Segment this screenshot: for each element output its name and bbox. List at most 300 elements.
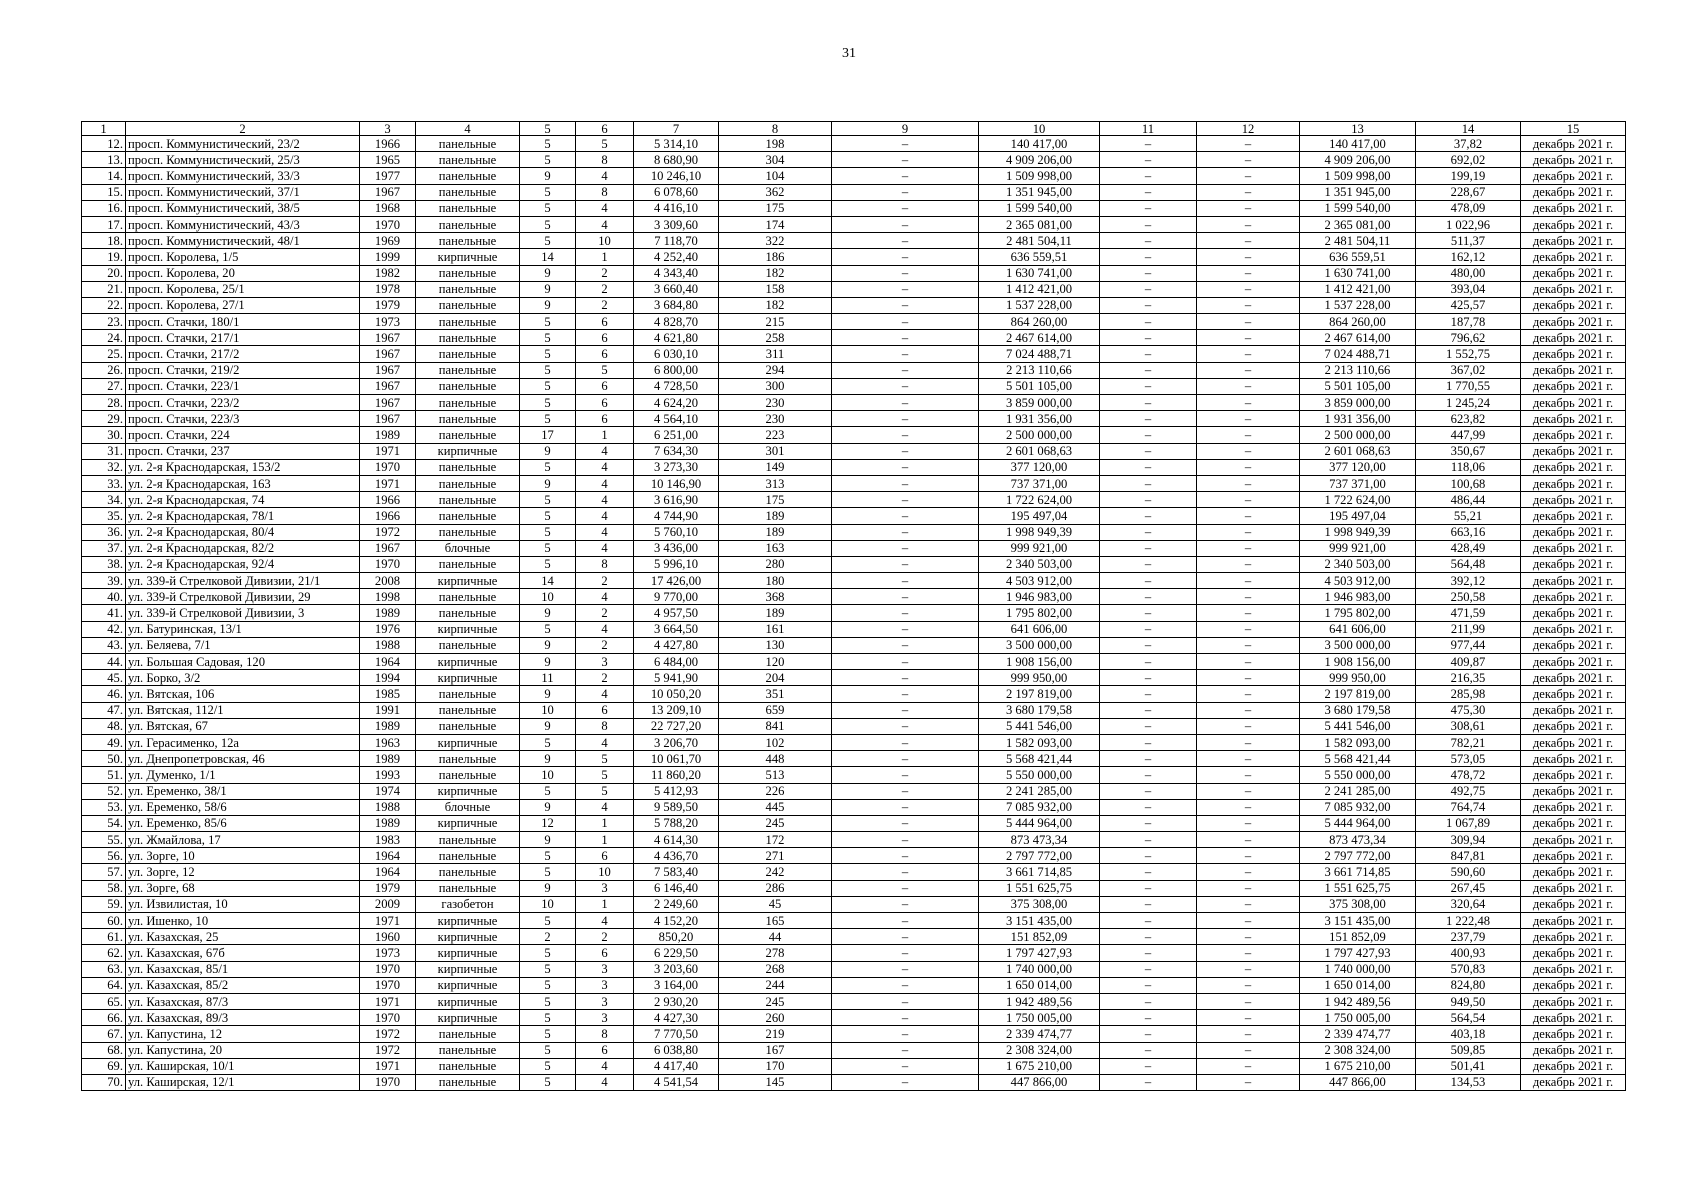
table-cell-col-9: – <box>832 492 979 508</box>
table-cell-col-10: 1 795 802,00 <box>979 605 1100 621</box>
table-cell-col-3: 1974 <box>360 783 416 799</box>
table-cell-col-14: 796,62 <box>1416 330 1521 346</box>
table-cell-col-10: 1 650 014,00 <box>979 977 1100 993</box>
table-cell-col-1: 28. <box>82 395 126 411</box>
table-cell-col-2: ул. Извилистая, 10 <box>126 896 360 912</box>
table-cell-col-4: панельные <box>416 1074 520 1090</box>
table-cell-col-10: 7 085 932,00 <box>979 799 1100 815</box>
table-cell-col-9: – <box>832 1010 979 1026</box>
table-cell-col-2: просп. Королева, 27/1 <box>126 297 360 313</box>
table-cell-col-15: декабрь 2021 г. <box>1521 670 1626 686</box>
table-cell-col-13: 1 509 998,00 <box>1300 168 1416 184</box>
table-cell-col-9: – <box>832 670 979 686</box>
table-cell-col-15: декабрь 2021 г. <box>1521 508 1626 524</box>
table-row <box>82 977 1626 993</box>
table-cell-col-15: декабрь 2021 г. <box>1521 200 1626 216</box>
table-cell-col-10: 140 417,00 <box>979 136 1100 152</box>
table-cell-col-13: 1 722 624,00 <box>1300 492 1416 508</box>
table-cell-col-9: – <box>832 411 979 427</box>
table-cell-col-11: – <box>1100 249 1197 265</box>
table-cell-col-8: 268 <box>719 961 832 977</box>
table-cell-col-12: – <box>1197 880 1300 896</box>
table-cell-col-13: 1 908 156,00 <box>1300 654 1416 670</box>
table-cell-col-13: 999 950,00 <box>1300 670 1416 686</box>
table-cell-col-9: – <box>832 605 979 621</box>
table-cell-col-3: 1972 <box>360 1026 416 1042</box>
table-cell-col-11: – <box>1100 896 1197 912</box>
table-cell-col-2: ул. Зорге, 68 <box>126 880 360 896</box>
table-cell-col-11: – <box>1100 216 1197 232</box>
table-cell-col-2: ул. Беляева, 7/1 <box>126 637 360 653</box>
table-cell-col-2: просп. Стачки, 223/2 <box>126 395 360 411</box>
table-cell-col-8: 167 <box>719 1042 832 1058</box>
table-cell-col-4: панельные <box>416 686 520 702</box>
table-cell-col-8: 204 <box>719 670 832 686</box>
table-cell-col-9: – <box>832 297 979 313</box>
table-cell-col-3: 1988 <box>360 637 416 653</box>
table-cell-col-8: 230 <box>719 411 832 427</box>
table-cell-col-12: – <box>1197 1026 1300 1042</box>
table-cell-col-3: 1976 <box>360 621 416 637</box>
table-cell-col-7: 3 203,60 <box>634 961 719 977</box>
table-cell-col-13: 1 942 489,56 <box>1300 993 1416 1009</box>
table-cell-col-14: 447,99 <box>1416 427 1521 443</box>
table-cell-col-8: 102 <box>719 734 832 750</box>
table-cell-col-5: 5 <box>520 783 576 799</box>
table-cell-col-3: 1967 <box>360 395 416 411</box>
table-cell-col-7: 10 061,70 <box>634 751 719 767</box>
table-cell-col-4: панельные <box>416 880 520 896</box>
table-cell-col-12: – <box>1197 702 1300 718</box>
table-cell-col-12: – <box>1197 993 1300 1009</box>
table-row <box>82 249 1626 265</box>
table-cell-col-1: 16. <box>82 200 126 216</box>
table-cell-col-1: 55. <box>82 832 126 848</box>
table-cell-col-14: 267,45 <box>1416 880 1521 896</box>
table-cell-col-7: 5 760,10 <box>634 524 719 540</box>
table-cell-col-3: 1970 <box>360 961 416 977</box>
table-row <box>82 330 1626 346</box>
table-cell-col-7: 3 309,60 <box>634 216 719 232</box>
table-cell-col-2: ул. Казахская, 25 <box>126 929 360 945</box>
table-cell-col-15: декабрь 2021 г. <box>1521 556 1626 572</box>
table-cell-col-13: 5 550 000,00 <box>1300 767 1416 783</box>
table-cell-col-4: кирпичные <box>416 621 520 637</box>
table-cell-col-1: 35. <box>82 508 126 524</box>
table-cell-col-13: 1 795 802,00 <box>1300 605 1416 621</box>
table-cell-col-5: 14 <box>520 573 576 589</box>
table-cell-col-5: 5 <box>520 848 576 864</box>
table-cell-col-5: 9 <box>520 265 576 281</box>
table-cell-col-3: 1970 <box>360 977 416 993</box>
table-cell-col-1: 32. <box>82 459 126 475</box>
table-cell-col-6: 8 <box>576 152 634 168</box>
table-cell-col-6: 2 <box>576 265 634 281</box>
table-cell-col-5: 5 <box>520 524 576 540</box>
table-row <box>82 654 1626 670</box>
table-cell-col-11: – <box>1100 524 1197 540</box>
table-cell-col-14: 409,87 <box>1416 654 1521 670</box>
table-cell-col-8: 260 <box>719 1010 832 1026</box>
table-cell-col-12: – <box>1197 378 1300 394</box>
table-cell-col-6: 4 <box>576 524 634 540</box>
table-cell-col-4: кирпичные <box>416 654 520 670</box>
table-row <box>82 1010 1626 1026</box>
table-cell-col-11: – <box>1100 427 1197 443</box>
table-cell-col-1: 63. <box>82 961 126 977</box>
table-cell-col-7: 5 412,93 <box>634 783 719 799</box>
table-cell-col-11: – <box>1100 993 1197 1009</box>
table-cell-col-8: 170 <box>719 1058 832 1074</box>
table-cell-col-10: 1 551 625,75 <box>979 880 1100 896</box>
table-cell-col-3: 1970 <box>360 1074 416 1090</box>
table-cell-col-5: 9 <box>520 799 576 815</box>
column-number-3: 3 <box>360 122 416 136</box>
table-cell-col-13: 377 120,00 <box>1300 459 1416 475</box>
table-cell-col-6: 6 <box>576 395 634 411</box>
table-cell-col-12: – <box>1197 395 1300 411</box>
table-cell-col-7: 17 426,00 <box>634 573 719 589</box>
table-cell-col-12: – <box>1197 686 1300 702</box>
table-cell-col-14: 977,44 <box>1416 637 1521 653</box>
table-cell-col-9: – <box>832 864 979 880</box>
table-cell-col-1: 53. <box>82 799 126 815</box>
table-cell-col-8: 163 <box>719 540 832 556</box>
table-cell-col-5: 5 <box>520 1074 576 1090</box>
table-row <box>82 686 1626 702</box>
table-cell-col-12: – <box>1197 168 1300 184</box>
table-cell-col-1: 67. <box>82 1026 126 1042</box>
table-cell-col-12: – <box>1197 751 1300 767</box>
table-cell-col-11: – <box>1100 961 1197 977</box>
table-cell-col-1: 42. <box>82 621 126 637</box>
table-cell-col-5: 9 <box>520 880 576 896</box>
table-cell-col-15: декабрь 2021 г. <box>1521 314 1626 330</box>
table-cell-col-5: 11 <box>520 670 576 686</box>
table-cell-col-1: 60. <box>82 913 126 929</box>
table-cell-col-1: 30. <box>82 427 126 443</box>
table-cell-col-12: – <box>1197 1074 1300 1090</box>
table-cell-col-6: 4 <box>576 1058 634 1074</box>
table-cell-col-5: 5 <box>520 1010 576 1026</box>
table-cell-col-5: 5 <box>520 864 576 880</box>
table-cell-col-7: 4 427,30 <box>634 1010 719 1026</box>
table-cell-col-8: 149 <box>719 459 832 475</box>
table-cell-col-2: просп. Стачки, 223/3 <box>126 411 360 427</box>
table-cell-col-10: 1 740 000,00 <box>979 961 1100 977</box>
column-number-10: 10 <box>979 122 1100 136</box>
table-cell-col-1: 65. <box>82 993 126 1009</box>
table-cell-col-1: 34. <box>82 492 126 508</box>
table-cell-col-1: 48. <box>82 718 126 734</box>
table-cell-col-5: 5 <box>520 459 576 475</box>
table-cell-col-11: – <box>1100 913 1197 929</box>
table-row <box>82 913 1626 929</box>
table-cell-col-4: кирпичные <box>416 929 520 945</box>
table-cell-col-4: панельные <box>416 265 520 281</box>
table-cell-col-5: 5 <box>520 913 576 929</box>
table-cell-col-7: 3 164,00 <box>634 977 719 993</box>
table-cell-col-4: панельные <box>416 233 520 249</box>
table-cell-col-15: декабрь 2021 г. <box>1521 249 1626 265</box>
table-cell-col-7: 4 624,20 <box>634 395 719 411</box>
table-cell-col-4: кирпичные <box>416 993 520 1009</box>
table-cell-col-8: 120 <box>719 654 832 670</box>
table-row <box>82 848 1626 864</box>
table-cell-col-11: – <box>1100 848 1197 864</box>
table-cell-col-2: просп. Коммунистический, 43/3 <box>126 216 360 232</box>
table-cell-col-2: ул. Казахская, 85/1 <box>126 961 360 977</box>
table-cell-col-5: 5 <box>520 314 576 330</box>
table-cell-col-15: декабрь 2021 г. <box>1521 718 1626 734</box>
table-cell-col-8: 368 <box>719 589 832 605</box>
table-cell-col-1: 64. <box>82 977 126 993</box>
table-cell-col-15: декабрь 2021 г. <box>1521 395 1626 411</box>
table-cell-col-2: ул. Капустина, 20 <box>126 1042 360 1058</box>
table-cell-col-5: 5 <box>520 1042 576 1058</box>
table-cell-col-7: 4 744,90 <box>634 508 719 524</box>
table-cell-col-3: 1973 <box>360 314 416 330</box>
table-cell-col-12: – <box>1197 961 1300 977</box>
table-cell-col-10: 4 503 912,00 <box>979 573 1100 589</box>
table-cell-col-13: 641 606,00 <box>1300 621 1416 637</box>
table-cell-col-2: ул. Большая Садовая, 120 <box>126 654 360 670</box>
table-cell-col-2: ул. Думенко, 1/1 <box>126 767 360 783</box>
table-cell-col-12: – <box>1197 864 1300 880</box>
table-cell-col-3: 1965 <box>360 152 416 168</box>
table-cell-col-14: 216,35 <box>1416 670 1521 686</box>
table-cell-col-9: – <box>832 443 979 459</box>
table-cell-col-9: – <box>832 1026 979 1042</box>
table-cell-col-15: декабрь 2021 г. <box>1521 152 1626 168</box>
table-cell-col-11: – <box>1100 184 1197 200</box>
table-cell-col-7: 3 616,90 <box>634 492 719 508</box>
table-cell-col-12: – <box>1197 654 1300 670</box>
table-cell-col-11: – <box>1100 233 1197 249</box>
table-cell-col-14: 55,21 <box>1416 508 1521 524</box>
table-cell-col-3: 1966 <box>360 492 416 508</box>
table-cell-col-8: 245 <box>719 993 832 1009</box>
table-cell-col-4: панельные <box>416 605 520 621</box>
table-cell-col-7: 2 249,60 <box>634 896 719 912</box>
table-cell-col-9: – <box>832 637 979 653</box>
table-cell-col-8: 145 <box>719 1074 832 1090</box>
table-cell-col-3: 1970 <box>360 459 416 475</box>
table-cell-col-14: 564,54 <box>1416 1010 1521 1026</box>
table-cell-col-11: – <box>1100 200 1197 216</box>
table-cell-col-1: 62. <box>82 945 126 961</box>
table-cell-col-3: 1966 <box>360 136 416 152</box>
table-cell-col-10: 151 852,09 <box>979 929 1100 945</box>
table-cell-col-6: 4 <box>576 492 634 508</box>
table-cell-col-5: 9 <box>520 443 576 459</box>
table-cell-col-8: 311 <box>719 346 832 362</box>
table-cell-col-3: 1960 <box>360 929 416 945</box>
table-cell-col-10: 5 444 964,00 <box>979 815 1100 831</box>
table-cell-col-7: 4 621,80 <box>634 330 719 346</box>
table-cell-col-6: 8 <box>576 556 634 572</box>
table-cell-col-13: 1 740 000,00 <box>1300 961 1416 977</box>
table-cell-col-8: 161 <box>719 621 832 637</box>
table-cell-col-11: – <box>1100 1042 1197 1058</box>
table-cell-col-8: 322 <box>719 233 832 249</box>
table-row <box>82 492 1626 508</box>
table-cell-col-6: 1 <box>576 815 634 831</box>
table-cell-col-7: 11 860,20 <box>634 767 719 783</box>
table-cell-col-4: кирпичные <box>416 815 520 831</box>
table-cell-col-3: 1989 <box>360 427 416 443</box>
table-cell-col-4: панельные <box>416 459 520 475</box>
table-body <box>82 136 1626 1091</box>
table-cell-col-11: – <box>1100 670 1197 686</box>
table-cell-col-6: 4 <box>576 540 634 556</box>
table-cell-col-1: 59. <box>82 896 126 912</box>
table-cell-col-1: 27. <box>82 378 126 394</box>
table-cell-col-10: 1 908 156,00 <box>979 654 1100 670</box>
table-cell-col-4: панельные <box>416 200 520 216</box>
table-cell-col-2: ул. 339-й Стрелковой Дивизии, 3 <box>126 605 360 621</box>
table-cell-col-15: декабрь 2021 г. <box>1521 605 1626 621</box>
table-row <box>82 702 1626 718</box>
table-cell-col-1: 50. <box>82 751 126 767</box>
table-cell-col-8: 172 <box>719 832 832 848</box>
table-cell-col-15: декабрь 2021 г. <box>1521 815 1626 831</box>
table-cell-col-6: 2 <box>576 929 634 945</box>
table-cell-col-7: 850,20 <box>634 929 719 945</box>
table-cell-col-5: 9 <box>520 168 576 184</box>
table-cell-col-14: 350,67 <box>1416 443 1521 459</box>
table-cell-col-10: 5 568 421,44 <box>979 751 1100 767</box>
table-cell-col-15: декабрь 2021 г. <box>1521 783 1626 799</box>
table-cell-col-6: 6 <box>576 702 634 718</box>
table-cell-col-5: 5 <box>520 411 576 427</box>
table-cell-col-3: 1967 <box>360 330 416 346</box>
table-cell-col-13: 1 650 014,00 <box>1300 977 1416 993</box>
table-cell-col-4: панельные <box>416 492 520 508</box>
table-cell-col-14: 392,12 <box>1416 573 1521 589</box>
table-row <box>82 378 1626 394</box>
table-cell-col-8: 180 <box>719 573 832 589</box>
table-row <box>82 314 1626 330</box>
table-cell-col-1: 39. <box>82 573 126 589</box>
table-cell-col-4: панельные <box>416 524 520 540</box>
table-cell-col-5: 5 <box>520 734 576 750</box>
table-cell-col-5: 10 <box>520 589 576 605</box>
table-cell-col-5: 12 <box>520 815 576 831</box>
table-cell-col-10: 1 509 998,00 <box>979 168 1100 184</box>
table-cell-col-15: декабрь 2021 г. <box>1521 961 1626 977</box>
table-row <box>82 734 1626 750</box>
table-cell-col-15: декабрь 2021 г. <box>1521 411 1626 427</box>
table-cell-col-6: 3 <box>576 654 634 670</box>
table-cell-col-7: 4 152,20 <box>634 913 719 929</box>
table-row <box>82 1058 1626 1074</box>
table-row <box>82 395 1626 411</box>
table-cell-col-13: 1 946 983,00 <box>1300 589 1416 605</box>
table-cell-col-13: 2 241 285,00 <box>1300 783 1416 799</box>
table-cell-col-3: 1970 <box>360 556 416 572</box>
table-cell-col-10: 3 500 000,00 <box>979 637 1100 653</box>
table-row <box>82 929 1626 945</box>
table-cell-col-13: 873 473,34 <box>1300 832 1416 848</box>
table-row <box>82 961 1626 977</box>
table-cell-col-4: панельные <box>416 281 520 297</box>
table-cell-col-3: 1967 <box>360 540 416 556</box>
table-cell-col-12: – <box>1197 411 1300 427</box>
table-cell-col-11: – <box>1100 880 1197 896</box>
table-cell-col-5: 10 <box>520 767 576 783</box>
table-cell-col-15: декабрь 2021 г. <box>1521 702 1626 718</box>
table-cell-col-3: 1972 <box>360 524 416 540</box>
table-cell-col-6: 6 <box>576 411 634 427</box>
table-cell-col-5: 9 <box>520 475 576 491</box>
table-cell-col-7: 10 246,10 <box>634 168 719 184</box>
table-cell-col-1: 22. <box>82 297 126 313</box>
table-cell-col-4: панельные <box>416 362 520 378</box>
table-cell-col-13: 1 582 093,00 <box>1300 734 1416 750</box>
table-cell-col-14: 393,04 <box>1416 281 1521 297</box>
table-row <box>82 136 1626 152</box>
table-cell-col-12: – <box>1197 152 1300 168</box>
table-cell-col-9: – <box>832 200 979 216</box>
table-cell-col-6: 4 <box>576 589 634 605</box>
table-cell-col-2: ул. Казахская, 89/3 <box>126 1010 360 1026</box>
table-cell-col-15: декабрь 2021 г. <box>1521 297 1626 313</box>
table-cell-col-4: панельные <box>416 136 520 152</box>
table-cell-col-3: 1979 <box>360 880 416 896</box>
table-cell-col-6: 5 <box>576 783 634 799</box>
table-cell-col-14: 478,09 <box>1416 200 1521 216</box>
table-cell-col-12: – <box>1197 589 1300 605</box>
table-cell-col-11: – <box>1100 1010 1197 1026</box>
table-cell-col-5: 5 <box>520 993 576 1009</box>
table-cell-col-3: 2009 <box>360 896 416 912</box>
table-cell-col-13: 7 024 488,71 <box>1300 346 1416 362</box>
table-cell-col-1: 36. <box>82 524 126 540</box>
table-cell-col-13: 864 260,00 <box>1300 314 1416 330</box>
table-cell-col-12: – <box>1197 556 1300 572</box>
table-cell-col-8: 280 <box>719 556 832 572</box>
table-cell-col-13: 1 551 625,75 <box>1300 880 1416 896</box>
table-cell-col-11: – <box>1100 945 1197 961</box>
table-cell-col-7: 7 583,40 <box>634 864 719 880</box>
table-cell-col-3: 1989 <box>360 815 416 831</box>
table-cell-col-15: декабрь 2021 г. <box>1521 362 1626 378</box>
column-number-8: 8 <box>719 122 832 136</box>
table-cell-col-15: декабрь 2021 г. <box>1521 573 1626 589</box>
table-cell-col-7: 3 206,70 <box>634 734 719 750</box>
column-number-9: 9 <box>832 122 979 136</box>
table-cell-col-4: панельные <box>416 475 520 491</box>
column-number-7: 7 <box>634 122 719 136</box>
table-cell-col-3: 1989 <box>360 718 416 734</box>
table-cell-col-7: 6 484,00 <box>634 654 719 670</box>
table-cell-col-6: 6 <box>576 1042 634 1058</box>
table-cell-col-14: 1 022,96 <box>1416 216 1521 232</box>
table-cell-col-5: 9 <box>520 832 576 848</box>
table-cell-col-5: 2 <box>520 929 576 945</box>
table-cell-col-1: 61. <box>82 929 126 945</box>
table-cell-col-12: – <box>1197 799 1300 815</box>
table-cell-col-9: – <box>832 783 979 799</box>
table-cell-col-11: – <box>1100 929 1197 945</box>
table-cell-col-6: 2 <box>576 637 634 653</box>
table-cell-col-10: 1 722 624,00 <box>979 492 1100 508</box>
table-cell-col-9: – <box>832 993 979 1009</box>
table-cell-col-7: 3 664,50 <box>634 621 719 637</box>
table-cell-col-3: 1985 <box>360 686 416 702</box>
table-cell-col-12: – <box>1197 913 1300 929</box>
